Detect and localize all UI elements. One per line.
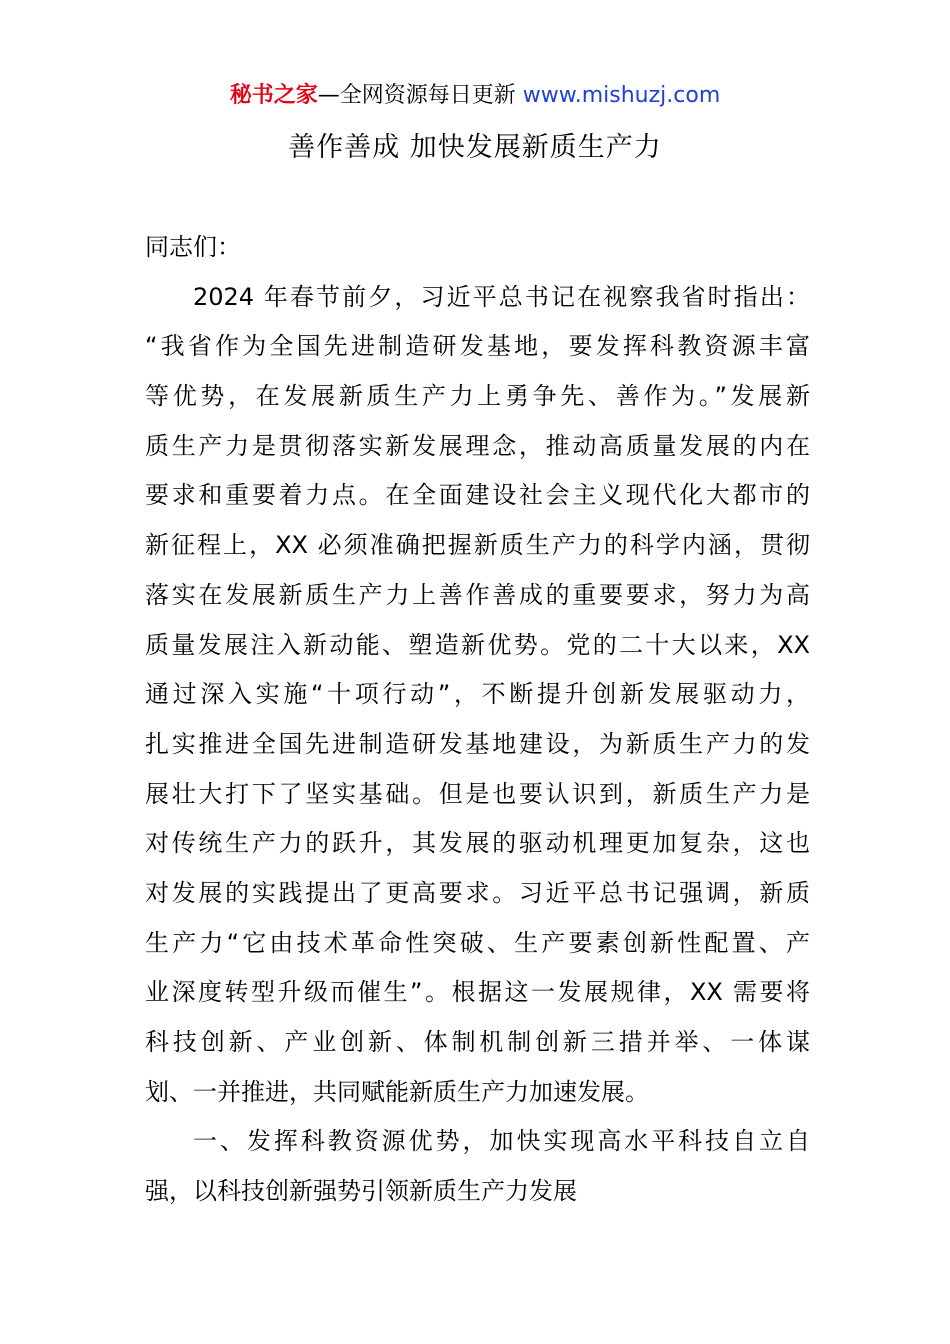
paragraph-line: 对传统生产力的跃升，其发展的驱动机理更加复杂，这也 <box>145 829 810 858</box>
paragraph-line: 对发展的实践提出了更高要求。习近平总书记强调，新质 <box>145 878 810 907</box>
paragraph-line: 划、一并推进，共同赋能新质生产力加速发展。 <box>145 1077 649 1106</box>
paragraph-line: 生产力“它由技术革命性突破、生产要素创新性配置、产 <box>145 928 810 957</box>
section-heading-1 <box>145 1117 810 1216</box>
site-tagline: —全网资源每日更新 <box>317 83 516 108</box>
paragraph-line: “我省作为全国先进制造研发基地，要发挥科教资源丰富 <box>145 332 810 361</box>
paragraph-line: 要求和重要着力点。在全面建设社会主义现代化大都市的 <box>145 481 810 510</box>
site-url-link[interactable]: www.mishuzj.com <box>522 83 721 108</box>
site-header <box>0 80 950 112</box>
heading-line: 一、发挥科教资源优势，加快实现高水平科技自立自 <box>193 1127 810 1156</box>
salutation: 同志们： <box>145 233 241 261</box>
paragraph-line: 等优势，在发展新质生产力上勇争先、善作为。”发展新 <box>145 382 810 411</box>
site-brand: 秘书之家 <box>229 83 318 108</box>
document-title: 善作善成 加快发展新质生产力 <box>288 132 662 163</box>
paragraph-line: 科技创新、产业创新、体制机制创新三措并举、一体谋 <box>145 1028 810 1056</box>
paragraph-line: 质生产力是贯彻落实新发展理念，推动高质量发展的内在 <box>145 431 810 460</box>
paragraph-line: 业深度转型升级而催生”。根据这一发展规律，XX 需要将 <box>145 978 810 1007</box>
paragraph-line: 新征程上，XX 必须准确把握新质生产力的科学内涵，贯彻 <box>145 531 810 560</box>
paragraph-line: 落实在发展新质生产力上善作善成的重要要求，努力为高 <box>145 580 810 609</box>
paragraph-1 <box>145 273 810 1118</box>
paragraph-line: 质量发展注入新动能、塑造新优势。党的二十大以来，XX <box>145 630 810 659</box>
document-body <box>145 223 810 1217</box>
paragraph-line: 2024 年春节前夕，习近平总书记在视察我省时指出： <box>193 282 810 311</box>
paragraph-line: 展壮大打下了坚实基础。但是也要认识到，新质生产力是 <box>145 779 810 808</box>
paragraph-line: 通过深入实施“十项行动”，不断提升创新发展驱动力， <box>145 680 810 709</box>
paragraph-line: 扎实推进全国先进制造研发基地建设，为新质生产力的发 <box>145 729 810 758</box>
heading-line: 强，以科技创新强势引领新质生产力发展 <box>145 1177 577 1206</box>
